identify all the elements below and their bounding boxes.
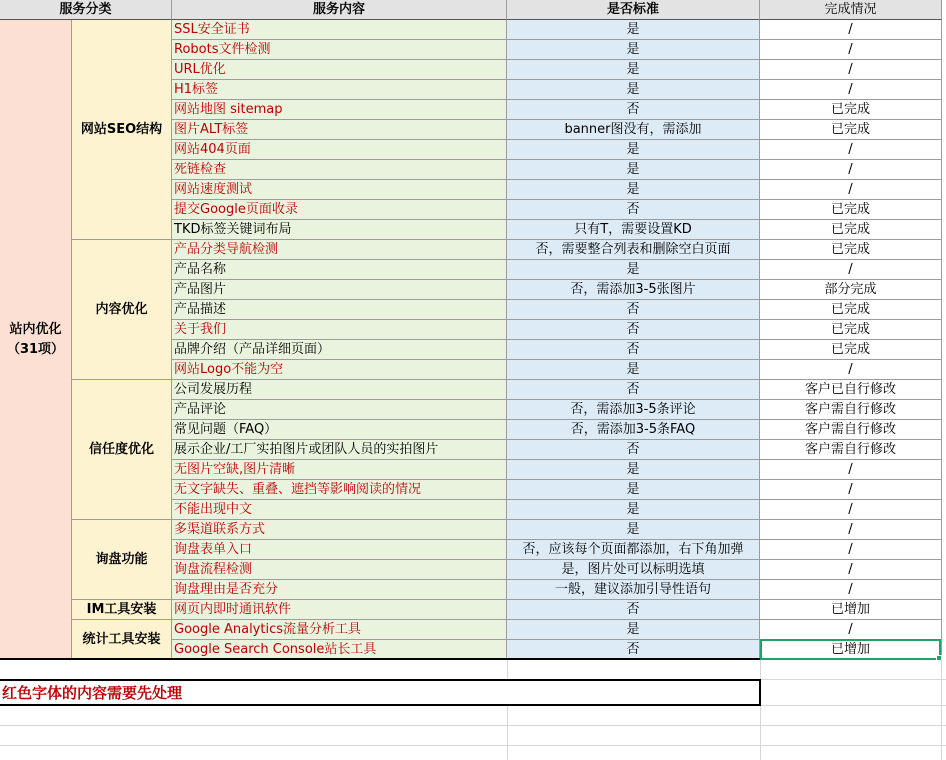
standard-cell[interactable]: 否 xyxy=(507,200,760,220)
group-onsite-optimization[interactable] xyxy=(0,20,72,660)
status-cell[interactable]: / xyxy=(760,620,942,640)
service-content-cell[interactable]: 不能出现中文 xyxy=(172,500,507,520)
service-content-cell[interactable]: 产品描述 xyxy=(172,300,507,320)
service-content-cell[interactable]: 网站地图 sitemap xyxy=(172,100,507,120)
section-trust-optimization[interactable]: 信任度优化 xyxy=(72,380,172,520)
standard-cell[interactable]: 是 xyxy=(507,360,760,380)
standard-cell[interactable]: 否 xyxy=(507,440,760,460)
service-content-cell[interactable]: Robots文件检测 xyxy=(172,40,507,60)
status-cell[interactable]: / xyxy=(760,460,942,480)
service-content-cell[interactable]: 提交Google页面收录 xyxy=(172,200,507,220)
status-cell[interactable]: 已完成 xyxy=(760,340,942,360)
standard-cell[interactable]: 否，需添加3-5张图片 xyxy=(507,280,760,300)
standard-cell[interactable]: 是 xyxy=(507,40,760,60)
service-content-cell[interactable]: 产品评论 xyxy=(172,400,507,420)
standard-cell[interactable]: 是 xyxy=(507,160,760,180)
service-content-cell[interactable]: 产品名称 xyxy=(172,260,507,280)
standard-cell[interactable]: 只有T，需要设置KD xyxy=(507,220,760,240)
standard-cell[interactable]: 否 xyxy=(507,600,760,620)
standard-cell[interactable]: 是 xyxy=(507,500,760,520)
status-cell[interactable]: 已完成 xyxy=(760,240,942,260)
standard-cell[interactable]: 是 xyxy=(507,80,760,100)
service-content-cell[interactable]: 关于我们 xyxy=(172,320,507,340)
service-content-cell[interactable]: 公司发展历程 xyxy=(172,380,507,400)
status-cell[interactable]: 客户需自行修改 xyxy=(760,400,942,420)
status-cell[interactable]: 客户需自行修改 xyxy=(760,440,942,460)
standard-cell[interactable]: 否 xyxy=(507,100,760,120)
service-content-cell[interactable]: 无文字缺失、重叠、遮挡等影响阅读的情况 xyxy=(172,480,507,500)
status-cell[interactable]: / xyxy=(760,80,942,100)
grid-line xyxy=(0,725,946,726)
note-cell[interactable] xyxy=(0,679,761,706)
standard-cell[interactable]: 是 xyxy=(507,140,760,160)
status-cell[interactable]: / xyxy=(760,580,942,600)
group-count: （31项） xyxy=(6,341,65,357)
status-cell[interactable]: / xyxy=(760,360,942,380)
service-content-cell[interactable]: 死链检查 xyxy=(172,160,507,180)
service-content-cell[interactable]: 图片ALT标签 xyxy=(172,120,507,140)
standard-cell[interactable]: 是 xyxy=(507,620,760,640)
status-cell[interactable]: 已完成 xyxy=(760,100,942,120)
status-cell[interactable]: 已增加 xyxy=(760,600,942,620)
service-content-cell[interactable]: SSL安全证书 xyxy=(172,20,507,40)
standard-cell[interactable]: 是 xyxy=(507,460,760,480)
status-cell[interactable]: / xyxy=(760,540,942,560)
status-cell[interactable]: / xyxy=(760,480,942,500)
standard-cell[interactable]: 是 xyxy=(507,180,760,200)
service-content-cell[interactable]: 网页内即时通讯软件 xyxy=(172,600,507,620)
service-content-cell[interactable]: 产品图片 xyxy=(172,280,507,300)
service-content-cell[interactable]: 产品分类导航检测 xyxy=(172,240,507,260)
standard-cell[interactable]: 是 xyxy=(507,480,760,500)
service-content-cell[interactable]: 多渠道联系方式 xyxy=(172,520,507,540)
service-content-cell[interactable]: 常见问题（FAQ） xyxy=(172,420,507,440)
section-im-tools[interactable]: IM工具安装 xyxy=(72,600,172,620)
note-text: 红色字体的内容需要先处理 xyxy=(2,684,183,702)
table-bottom-border xyxy=(0,658,760,660)
header-content[interactable]: 服务内容 xyxy=(172,0,507,20)
standard-cell[interactable]: 否 xyxy=(507,340,760,360)
service-content-cell[interactable]: URL优化 xyxy=(172,60,507,80)
header-category[interactable]: 服务分类 xyxy=(0,0,172,20)
status-cell[interactable]: / xyxy=(760,140,942,160)
service-content-cell[interactable]: 网站速度测试 xyxy=(172,180,507,200)
status-cell[interactable]: 客户需自行修改 xyxy=(760,420,942,440)
section-content-optimization[interactable]: 内容优化 xyxy=(72,240,172,380)
status-cell[interactable]: / xyxy=(760,40,942,60)
standard-cell[interactable]: 否，需添加3-5条评论 xyxy=(507,400,760,420)
standard-cell[interactable]: banner图没有，需添加 xyxy=(507,120,760,140)
status-cell[interactable]: / xyxy=(760,520,942,540)
status-cell[interactable]: 已完成 xyxy=(760,320,942,340)
section-seo-structure[interactable]: 网站SEO结构 xyxy=(72,20,172,240)
status-cell[interactable]: / xyxy=(760,20,942,40)
grid-line xyxy=(0,745,946,746)
service-content-cell[interactable]: 展示企业/工厂实拍图片或团队人员的实拍图片 xyxy=(172,440,507,460)
status-cell[interactable]: / xyxy=(760,500,942,520)
status-cell[interactable]: / xyxy=(760,160,942,180)
standard-cell[interactable]: 是 xyxy=(507,520,760,540)
selected-cell-border xyxy=(760,639,941,660)
section-inquiry-function[interactable]: 询盘功能 xyxy=(72,520,172,600)
standard-cell[interactable]: 一般，建议添加引导性语句 xyxy=(507,580,760,600)
service-content-cell[interactable]: TKD标签关键词布局 xyxy=(172,220,507,240)
service-content-cell[interactable]: 品牌介绍（产品详细页面） xyxy=(172,340,507,360)
standard-cell[interactable]: 否 xyxy=(507,320,760,340)
status-cell[interactable]: / xyxy=(760,560,942,580)
standard-cell[interactable]: 否 xyxy=(507,380,760,400)
standard-cell[interactable]: 否，需要整合列表和删除空白页面 xyxy=(507,240,760,260)
standard-cell[interactable]: 否 xyxy=(507,300,760,320)
status-cell[interactable]: 已完成 xyxy=(760,200,942,220)
service-content-cell[interactable]: Google Search Console站长工具 xyxy=(172,640,507,660)
standard-cell[interactable]: 是 xyxy=(507,260,760,280)
standard-cell[interactable]: 是 xyxy=(507,20,760,40)
group-title: 站内优化 xyxy=(9,321,62,337)
status-cell[interactable]: 已增加 xyxy=(760,640,942,660)
standard-cell[interactable]: 否，应该每个页面都添加，右下角加弹 xyxy=(507,540,760,560)
service-content-cell[interactable]: 询盘表单入口 xyxy=(172,540,507,560)
section-stats-tools[interactable]: 统计工具安装 xyxy=(72,620,172,660)
header-standard[interactable]: 是否标准 xyxy=(507,0,760,20)
standard-cell[interactable]: 否，需添加3-5条FAQ xyxy=(507,420,760,440)
status-cell[interactable]: 客户已自行修改 xyxy=(760,380,942,400)
standard-cell[interactable]: 是，图片处可以标明选填 xyxy=(507,560,760,580)
service-content-cell[interactable]: H1标签 xyxy=(172,80,507,100)
status-cell[interactable]: 已完成 xyxy=(760,300,942,320)
service-content-cell[interactable]: Google Analytics流量分析工具 xyxy=(172,620,507,640)
standard-cell[interactable]: 否 xyxy=(507,640,760,660)
service-content-cell[interactable]: 询盘流程检测 xyxy=(172,560,507,580)
standard-cell[interactable]: 是 xyxy=(507,60,760,80)
service-content-cell[interactable]: 询盘理由是否充分 xyxy=(172,580,507,600)
header-status[interactable]: 完成情况 xyxy=(760,0,942,20)
status-cell[interactable]: 部分完成 xyxy=(760,280,942,300)
status-cell[interactable]: / xyxy=(760,180,942,200)
status-cell[interactable]: 已完成 xyxy=(760,120,942,140)
status-cell[interactable]: / xyxy=(760,260,942,280)
status-cell[interactable]: 已完成 xyxy=(760,220,942,240)
status-cell[interactable]: / xyxy=(760,60,942,80)
service-content-cell[interactable]: 网站Logo不能为空 xyxy=(172,360,507,380)
service-content-cell[interactable]: 无图片空缺,图片清晰 xyxy=(172,460,507,480)
service-content-cell[interactable]: 网站404页面 xyxy=(172,140,507,160)
